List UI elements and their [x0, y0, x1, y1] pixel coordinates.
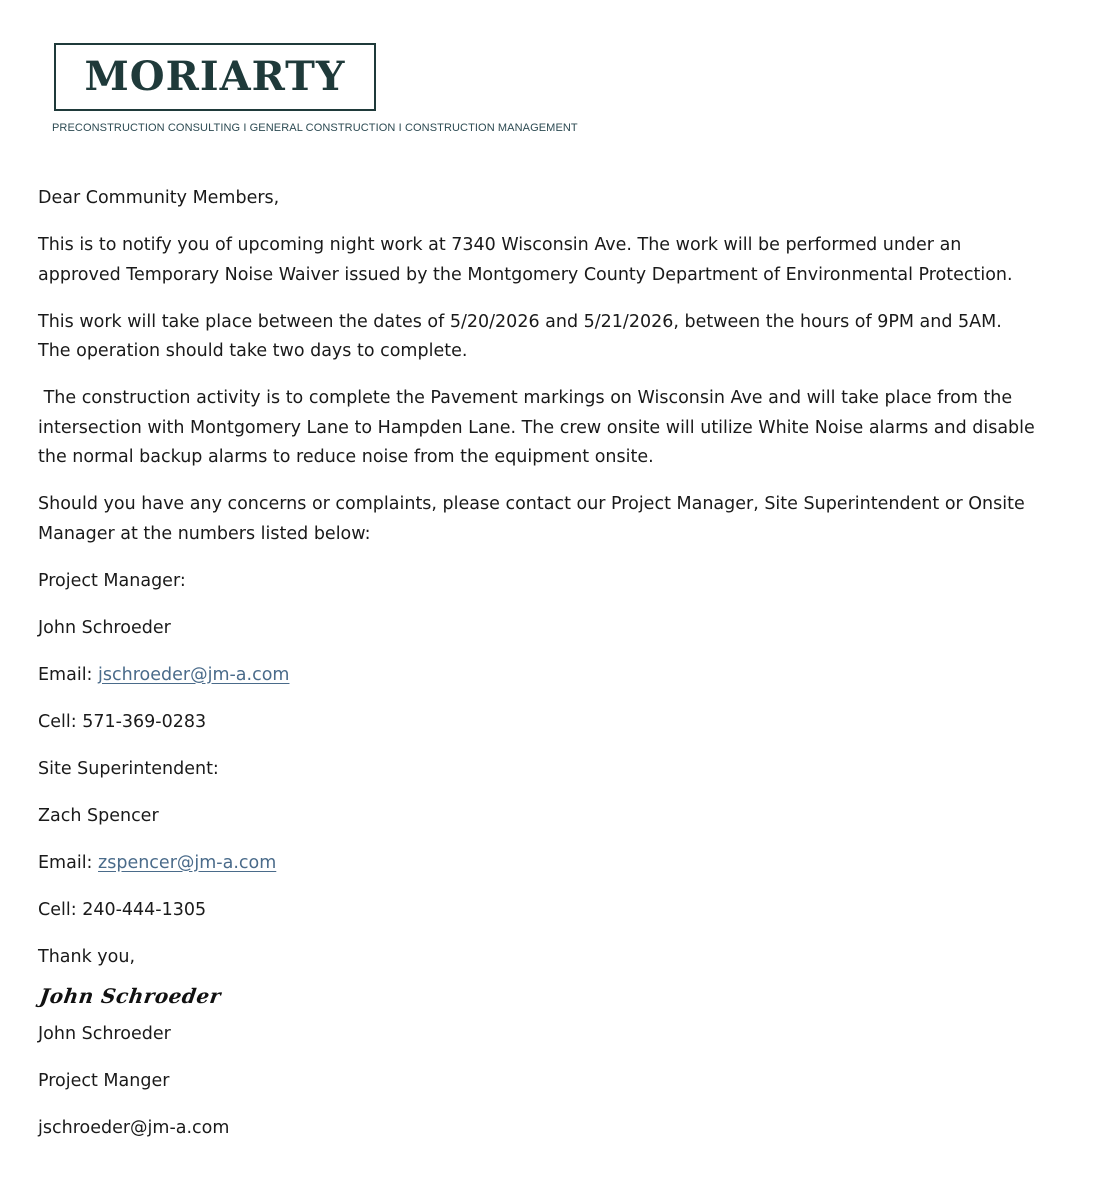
pm-email-line [38, 661, 1038, 691]
paragraph-activity [38, 384, 1038, 473]
closing-thanks: Thank you, [38, 946, 136, 967]
super-cell-label: Cell: [38, 899, 77, 920]
super-email-line [38, 849, 1038, 879]
signature: John Schroeder [38, 984, 223, 1008]
super-name: Zach Spencer [38, 805, 159, 826]
company-tagline: PRECONSTRUCTION CONSULTING I GENERAL CONSTRUCTION I CONSTRUCTION MANAGEMENT [52, 122, 578, 134]
pm-role: Project Manager: [38, 570, 186, 591]
pm-name: John Schroeder [38, 617, 171, 638]
letter-body [38, 184, 1038, 1161]
pm-cell-line [38, 708, 1038, 738]
pm-cell-label: Cell: [38, 711, 77, 732]
super-cell-line [38, 896, 1038, 926]
paragraph-notice: This is to notify you of upcoming night work at 7340 Wisconsin Ave. The work will be performed under an approved Temporary Noise Waiver issued by the Montgomery County Department of Environmental Protection. [38, 235, 1013, 285]
greeting: Dear Community Members, [38, 188, 280, 208]
pm-email-link[interactable]: jschroeder@jm-a.com [98, 664, 290, 685]
company-logo [54, 43, 376, 111]
paragraph-schedule: This work will take place between the dates of 5/20/2026 and 5/21/2026, between the hours of 9PM and 5AM. The operation should take two days to complete. [38, 311, 1002, 361]
logo-text: MORIARTY [84, 53, 346, 100]
super-email-link[interactable]: zspencer@jm-a.com [98, 852, 277, 873]
paragraph-contact: Should you have any concerns or complaints, please contact our Project Manager, Site Superintendent or Onsite Manager at the numbers listed below: [38, 494, 1025, 544]
paragraph-activity-text: The construction activity is to complete the Pavement markings on Wisconsin Ave and will take place from the intersection with Montgomery Lane to Hampden Lane. The crew onsite will utilize White Noise alarms and disable the normal backup alarms to reduce noise from the equipment onsite. [38, 388, 1035, 467]
closing-email: jschroeder@jm-a.com [38, 1118, 230, 1138]
super-cell: 240-444-1305 [82, 899, 207, 920]
closing-name: John Schroeder [38, 1024, 171, 1044]
super-email-label: Email: [38, 852, 93, 873]
closing-title: Project Manger [38, 1071, 170, 1091]
pm-cell: 571-369-0283 [82, 711, 207, 732]
signature-image [38, 980, 1038, 1020]
super-role: Site Superintendent: [38, 758, 219, 779]
pm-email-label: Email: [38, 664, 93, 685]
